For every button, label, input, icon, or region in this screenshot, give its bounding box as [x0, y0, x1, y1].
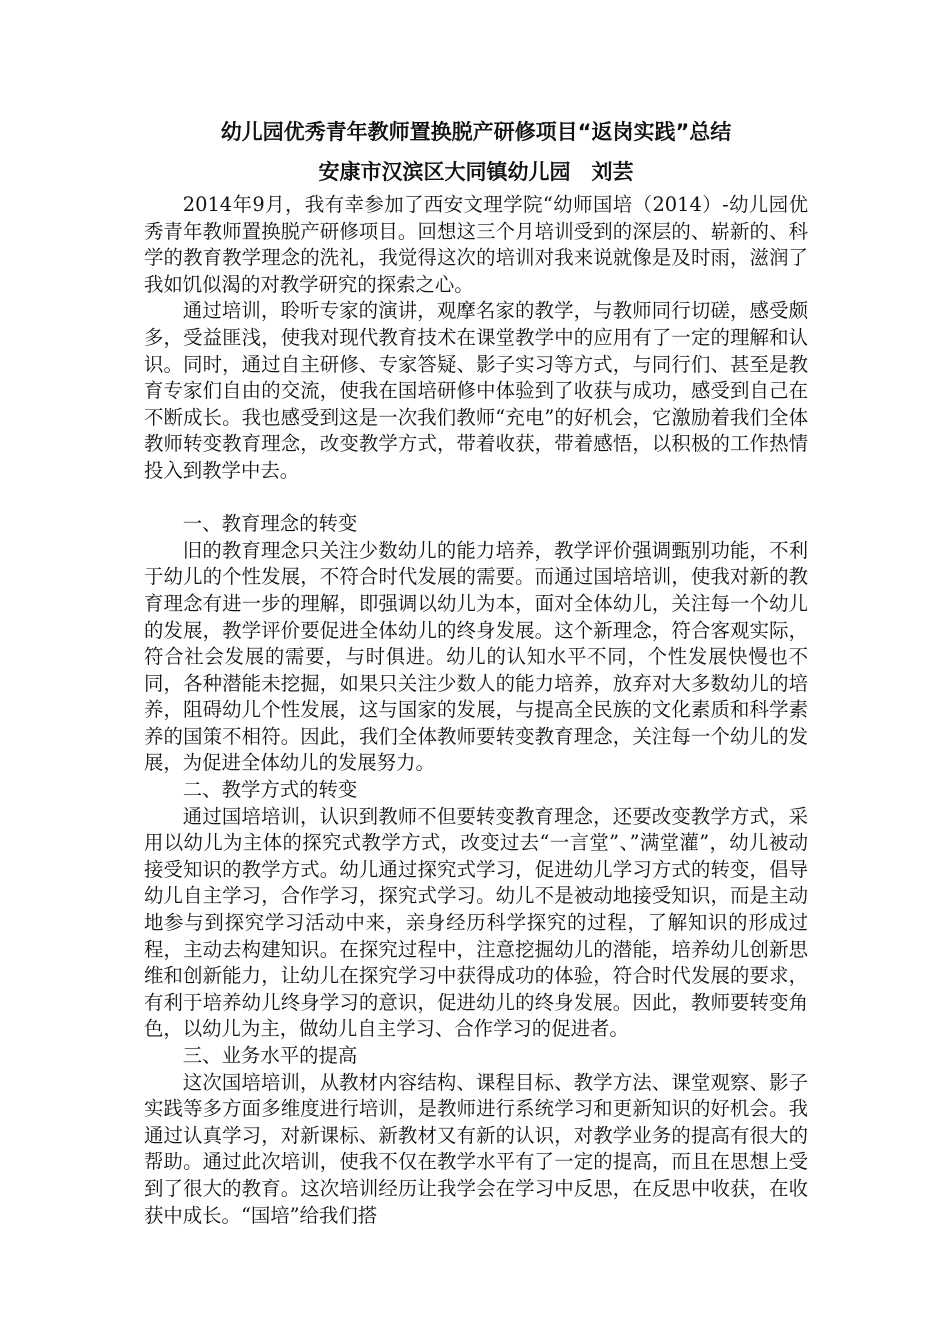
- section-3-heading: 三、业务水平的提高: [182, 1044, 358, 1067]
- section-2-body: 通过国培培训，认识到教师不但要转变教育理念，还要改变教学方式，采用以幼儿为主体的探究式教学方式，改变过去“一言堂”、”满堂灌”，幼儿被动接受知识的教学方式。幼儿通过探究式学习，促进幼儿学习方式的转变，倡导幼儿自主学习，合作学习，探究式学习。幼儿不是被动地接受知识，而是主动地参与到探究学习活动中来，亲身经历科学探究的过程，了解知识的形成过程，主动去构建知识。在探究过程中，注意挖掘幼儿的潜能，培养幼儿创新思维和创新能力，让幼儿在探究学习中获得成功的体验，符合时代发展的要求，有利于培养幼儿终身学习的意识，促进幼儿的终身发展。因此，教师要转变角色，以幼儿为主，做幼儿自主学习、合作学习的促进者。: [144, 804, 808, 1041]
- section-1-heading: 一、教育理念的转变: [182, 512, 358, 536]
- author-line: 安康市汉滨区大同镇幼儿园 刘芸: [318, 160, 634, 184]
- intro-paragraph-1: 2014年9月，我有幸参加了西安文理学院“幼师国培（2014）-幼儿园优秀青年教师置换脱产研修项目。回想这三个月培训受到的深层的、崭新的、科学的教育教学理念的洗礼，我觉得这次的培训对我来说就像是及时雨，滋润了我如饥似渴的对教学研究的探索之心。: [144, 193, 808, 296]
- document-page: [144, 118, 808, 1229]
- section-1-body: 旧的教育理念只关注少数幼儿的能力培养，教学评价强调甄别功能，不利于幼儿的个性发展，不符合时代发展的需要。而通过国培培训，使我对新的教育理念有进一步的理解，即强调以幼儿为本，面对全体幼儿，关注每一个幼儿的发展，教学评价要促进全体幼儿的终身发展。这个新理念，符合客观实际，符合社会发展的需要，与时俱进。幼儿的认知水平不同，个性发展快慢也不同，各种潜能未挖掘，如果只关注少数人的能力培养，放弃对大多数幼儿的培养，阻碍幼儿个性发展，这与国家的发展，与提高全民族的文化素质和科学素养的国策不相符。因此，我们全体教师要转变教育理念，关注每一个幼儿的发展，为促进全体幼儿的发展努力。: [144, 538, 808, 775]
- section-2-heading: 二、教学方式的转变: [182, 778, 358, 802]
- document-title: 幼儿园优秀青年教师置换脱产研修项目“返岗实践”总结: [220, 120, 732, 144]
- section-3-body: 这次国培培训，从教材内容结构、课程目标、教学方法、课堂观察、影子实践等多方面多维度进行培训，是教师进行系统学习和更新知识的好机会。我通过认真学习，对新课标、新教材又有新的认识，对教学业务的提高有很大的帮助。通过此次培训，使我不仅在教学水平有了一定的提高，而且在思想上受到了很大的教育。这次培训经历让我学会在学习中反思，在反思中收获，在收获中成长。“国培”给我们搭: [144, 1070, 808, 1227]
- paragraph-spacer: [144, 485, 808, 512]
- intro-paragraph-2: 通过培训，聆听专家的演讲，观摩名家的教学，与教师同行切磋，感受颇多，受益匪浅，使我对现代教育技术在课堂教学中的应用有了一定的理解和认识。同时，通过自主研修、专家答疑、影子实习等方式，与同行们、甚至是教育专家们自由的交流，使我在国培研修中体验到了收获与成功，感受到自己在不断成长。我也感受到这是一次我们教师“充电”的好机会，它激励着我们全体教师转变教育理念，改变教学方式，带着收获，带着感悟，以积极的工作热情投入到教学中去。: [144, 299, 808, 482]
